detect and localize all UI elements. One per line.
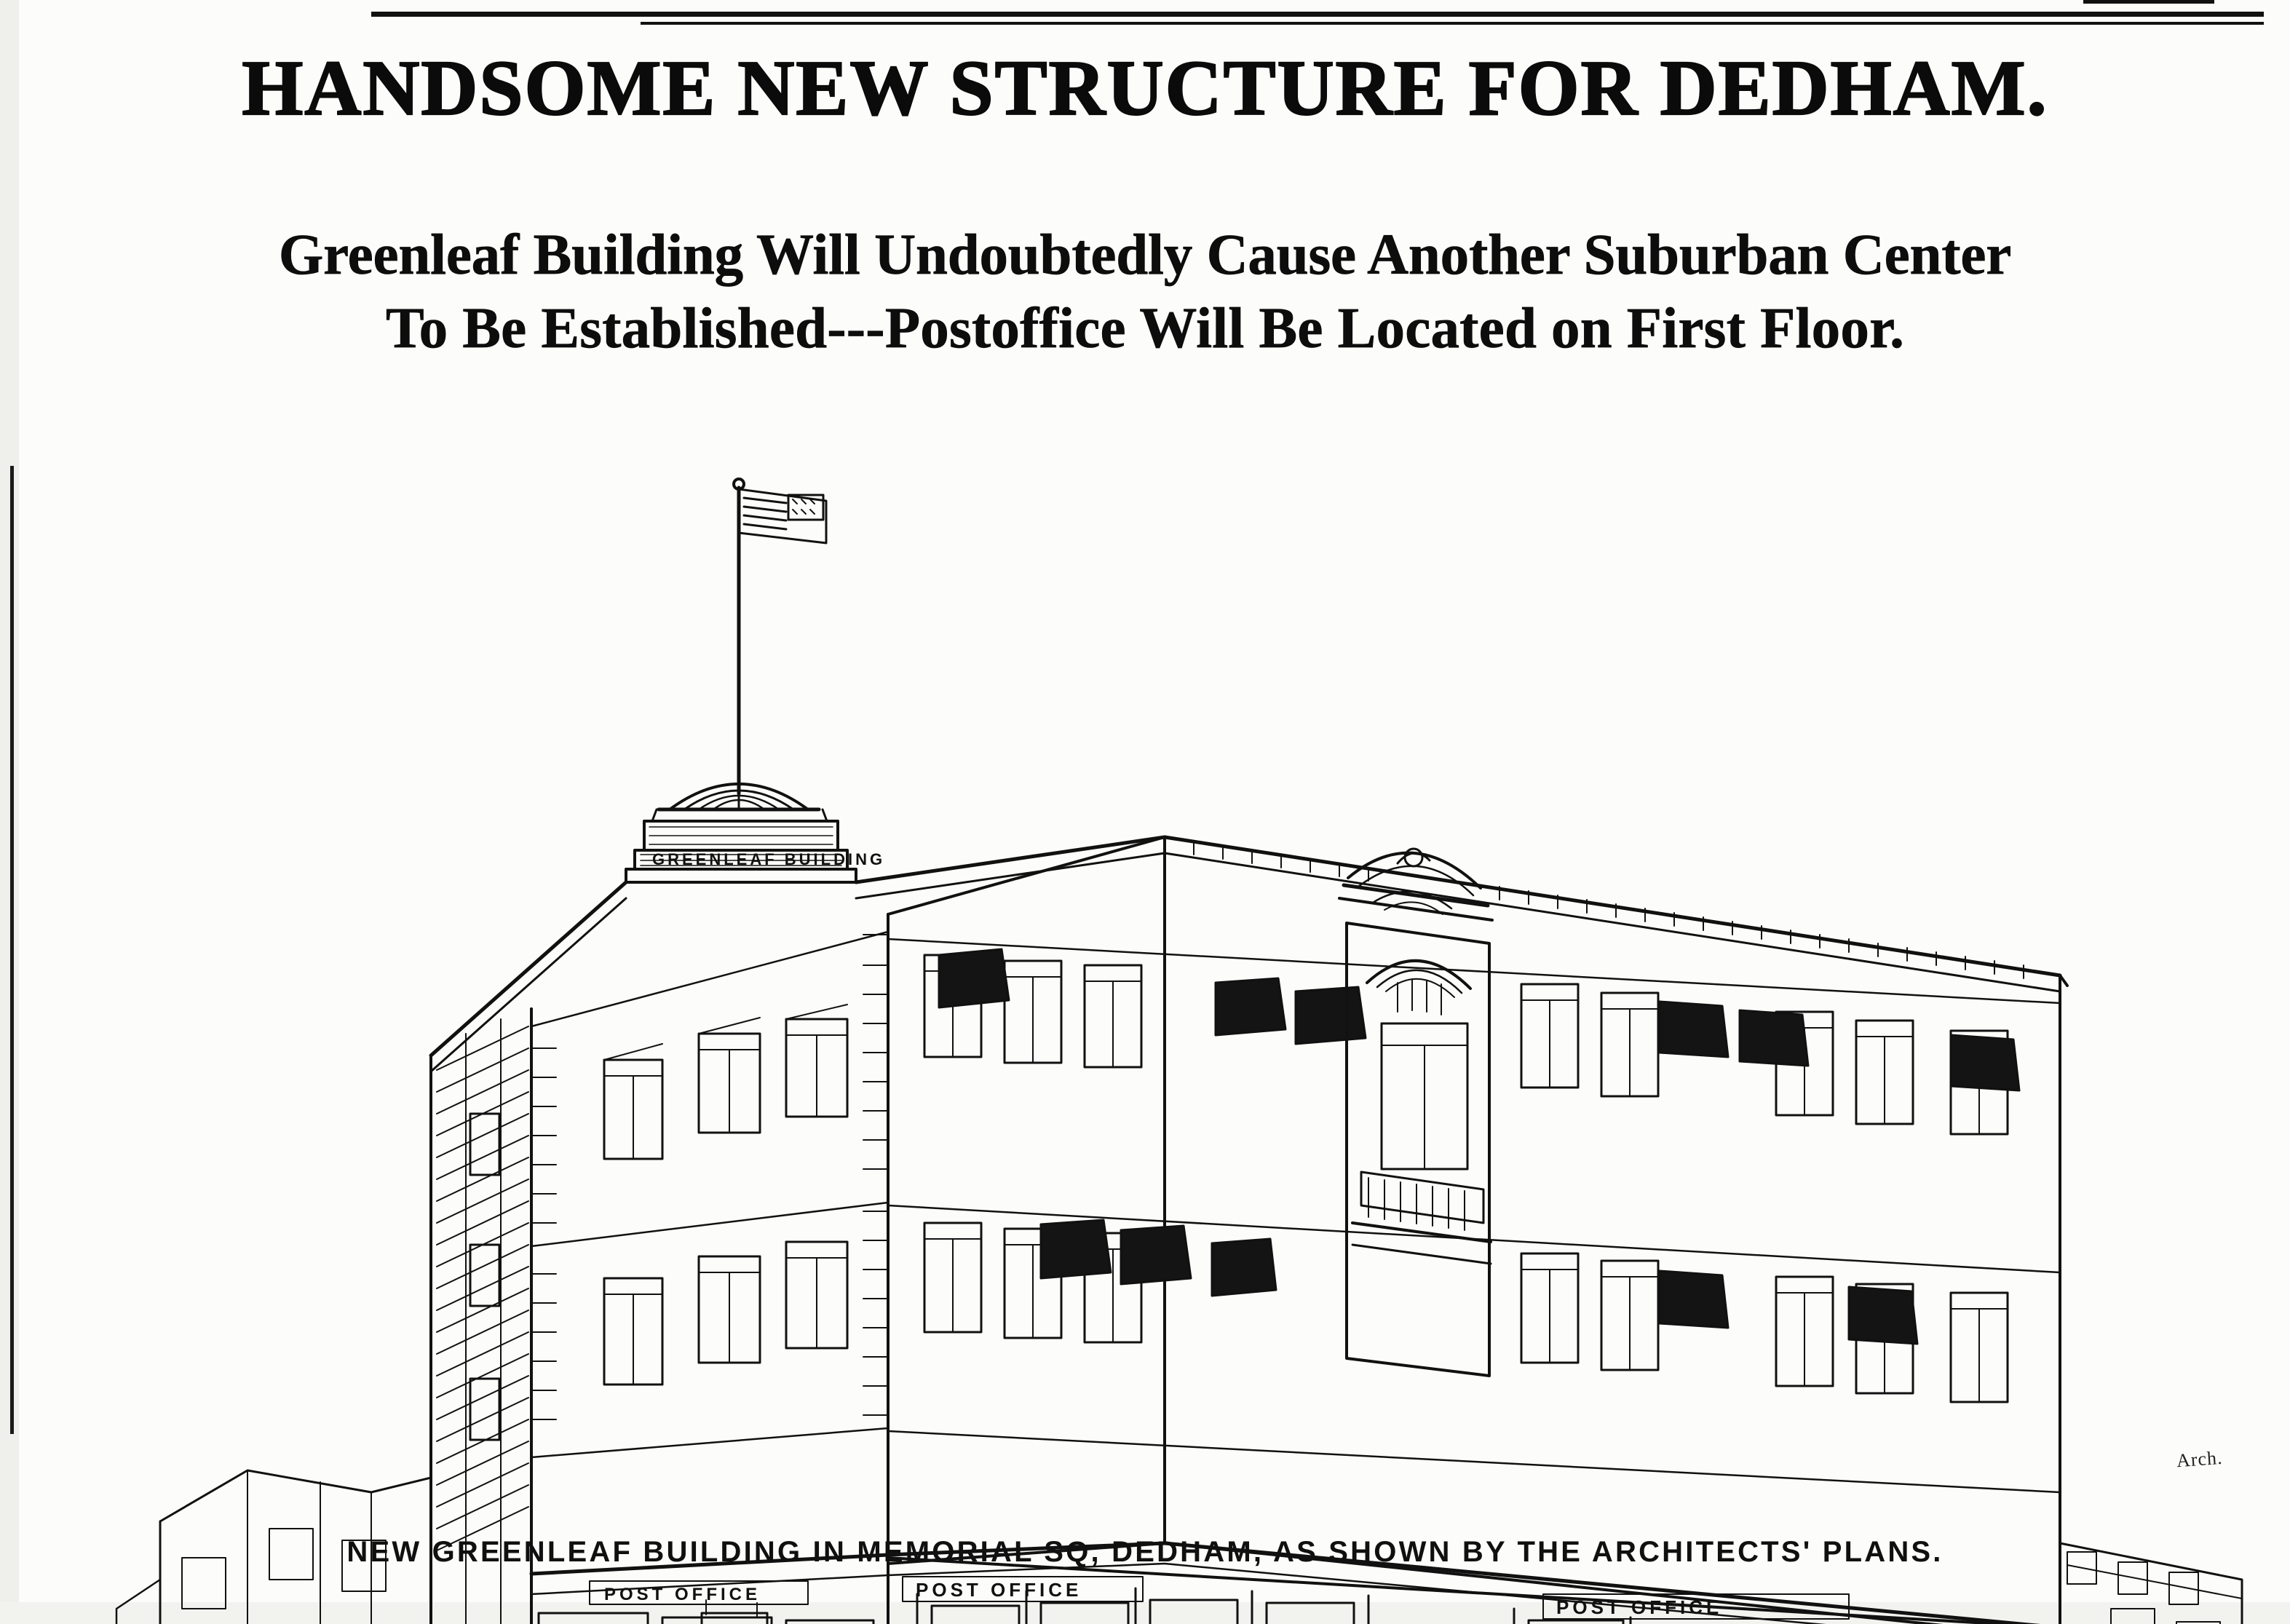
column-rule-left [10,466,14,1434]
arched-entrance [1347,923,1491,1376]
illustration-caption: NEW GREENLEAF BUILDING IN MEMORIAL SQ, DEDHAM, AS SHOWN BY THE ARCHITECTS' PLANS. [346,1536,1944,1568]
subheadline-line-1: Greenleaf Building Will Undoubtedly Cause Another Suburban Center [278,223,2012,287]
svg-text:GREENLEAF BUILDING: GREENLEAF BUILDING [652,850,886,868]
headline: HANDSOME NEW STRUCTURE FOR DEDHAM. [242,45,2048,132]
top-rule-tick [2083,0,2214,4]
svg-text:POST OFFICE: POST OFFICE [604,1585,761,1604]
cornice [431,837,2067,1072]
left-wing-facade [531,914,888,1624]
subheadline-line-2: To Be Established---Postoffice Will Be Located on First Floor. [385,297,1905,361]
subheadline [15,218,2275,365]
flagpole-with-flag [734,479,826,793]
left-facade-dark [431,1009,531,1624]
top-rule [371,12,2264,17]
top-rule-secondary [641,22,2264,25]
artist-signature: Arch. [2176,1446,2224,1472]
svg-text:POST OFFICE: POST OFFICE [1556,1596,1723,1618]
svg-text:POST OFFICE: POST OFFICE [916,1579,1082,1601]
